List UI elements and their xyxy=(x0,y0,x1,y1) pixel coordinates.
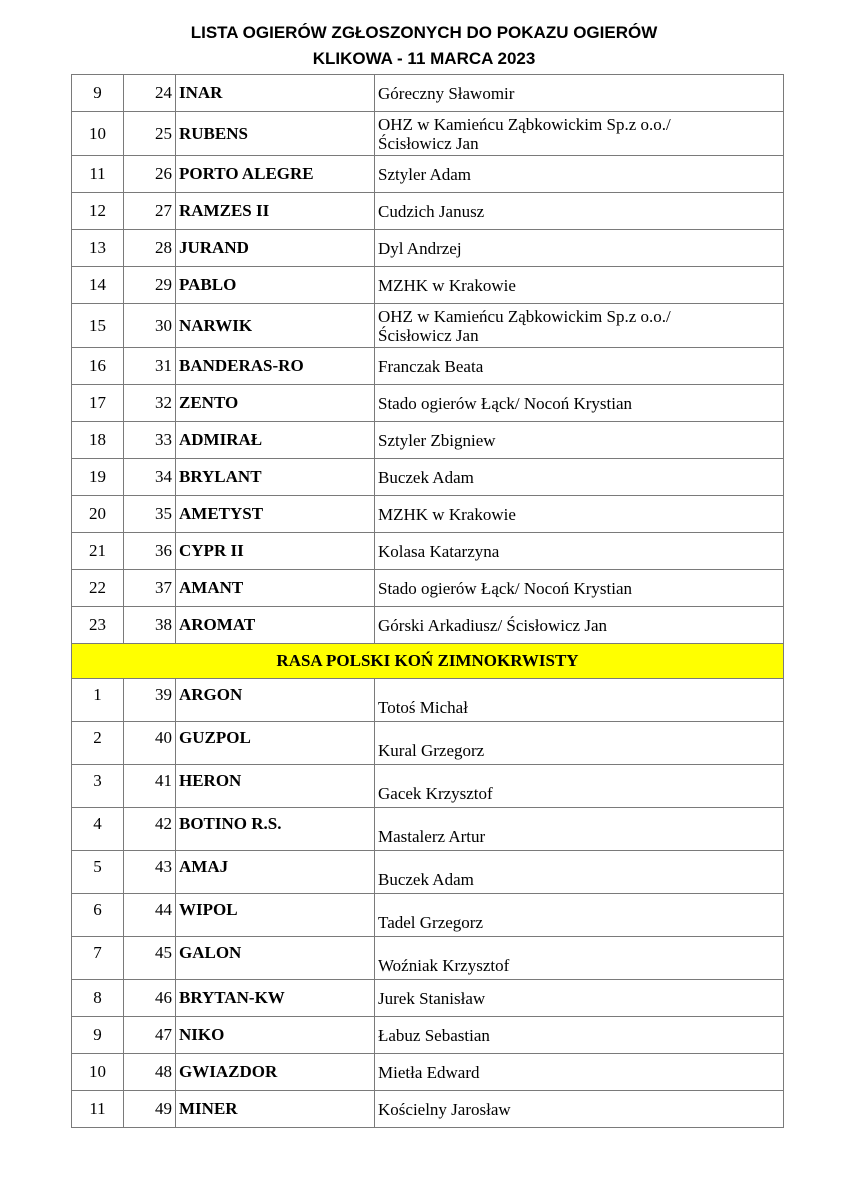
owner xyxy=(375,980,784,1017)
owner xyxy=(375,112,784,156)
table-row xyxy=(72,894,784,937)
owner-line: Dyl Andrzej xyxy=(378,238,462,258)
owner-line: Buczek Adam xyxy=(378,870,474,889)
owner xyxy=(375,570,784,607)
owner-line: Jurek Stanisław xyxy=(378,988,486,1008)
table-row xyxy=(72,1091,784,1128)
owner-line: Tadel Grzegorz xyxy=(378,913,483,932)
row-number: 15 xyxy=(72,304,124,348)
owner xyxy=(375,230,784,267)
stallion-name: ARGON xyxy=(176,679,375,722)
stallion-name: JURAND xyxy=(176,230,375,267)
section-header-row xyxy=(72,644,784,679)
row-number: 4 xyxy=(72,808,124,851)
table-row xyxy=(72,851,784,894)
stallion-name: NARWIK xyxy=(176,304,375,348)
owner-line: Buczek Adam xyxy=(378,467,474,487)
stallion-name: AMANT xyxy=(176,570,375,607)
catalog-number: 42 xyxy=(124,808,176,851)
stallion-name: HERON xyxy=(176,765,375,808)
row-number: 10 xyxy=(72,1054,124,1091)
stallion-name: MINER xyxy=(176,1091,375,1128)
owner xyxy=(375,385,784,422)
owner xyxy=(375,156,784,193)
table-row xyxy=(72,765,784,808)
table-row xyxy=(72,193,784,230)
stallion-name: BRYLANT xyxy=(176,459,375,496)
row-number: 16 xyxy=(72,348,124,385)
table-row xyxy=(72,348,784,385)
table-row xyxy=(72,679,784,722)
catalog-number: 26 xyxy=(124,156,176,193)
table-row xyxy=(72,937,784,980)
owner xyxy=(375,496,784,533)
owner-line: Mastalerz Artur xyxy=(378,827,486,846)
owner xyxy=(375,851,784,894)
owner-line: Woźniak Krzysztof xyxy=(378,956,510,975)
owner xyxy=(375,267,784,304)
catalog-number: 33 xyxy=(124,422,176,459)
owner-line: Franczak Beata xyxy=(378,356,484,376)
catalog-number: 44 xyxy=(124,894,176,937)
stallion-name: AROMAT xyxy=(176,607,375,644)
stallion-name: BRYTAN-KW xyxy=(176,980,375,1017)
catalog-number: 35 xyxy=(124,496,176,533)
stallion-name: ADMIRAŁ xyxy=(176,422,375,459)
owner xyxy=(375,193,784,230)
row-number: 7 xyxy=(72,937,124,980)
row-number: 14 xyxy=(72,267,124,304)
catalog-number: 49 xyxy=(124,1091,176,1128)
stallion-name: PABLO xyxy=(176,267,375,304)
stallion-name: AMETYST xyxy=(176,496,375,533)
section-header: RASA POLSKI KOŃ ZIMNOKRWISTY xyxy=(72,644,784,679)
table-row xyxy=(72,533,784,570)
table-row xyxy=(72,607,784,644)
document-title: LISTA OGIERÓW ZGŁOSZONYCH DO POKAZU OGIERÓW xyxy=(190,23,658,42)
owner xyxy=(375,808,784,851)
owner-line: Góreczny Sławomir xyxy=(378,83,515,103)
stallion-name: GALON xyxy=(176,937,375,980)
owner xyxy=(375,1091,784,1128)
owner xyxy=(375,533,784,570)
row-number: 22 xyxy=(72,570,124,607)
catalog-number: 41 xyxy=(124,765,176,808)
catalog-number: 24 xyxy=(124,75,176,112)
owner xyxy=(375,422,784,459)
owner xyxy=(375,765,784,808)
owner xyxy=(375,894,784,937)
table-row xyxy=(72,385,784,422)
row-number: 8 xyxy=(72,980,124,1017)
stallion-name: INAR xyxy=(176,75,375,112)
table-row xyxy=(72,496,784,533)
owner-line: MZHK w Krakowie xyxy=(378,275,516,295)
owner-line: Cudzich Janusz xyxy=(378,201,485,221)
row-number: 11 xyxy=(72,156,124,193)
row-number: 3 xyxy=(72,765,124,808)
owner-line: OHZ w Kamieńcu Ząbkowickim Sp.z o.o./ xyxy=(378,114,671,134)
owner-line: Sztyler Adam xyxy=(378,164,472,184)
catalog-number: 27 xyxy=(124,193,176,230)
stallion-name: PORTO ALEGRE xyxy=(176,156,375,193)
owner-line: Gacek Krzysztof xyxy=(378,784,493,803)
catalog-number: 25 xyxy=(124,112,176,156)
stallion-name: ZENTO xyxy=(176,385,375,422)
row-number: 9 xyxy=(72,1017,124,1054)
table-row xyxy=(72,722,784,765)
table-row xyxy=(72,112,784,156)
stallion-table xyxy=(71,74,784,1128)
row-number: 18 xyxy=(72,422,124,459)
catalog-number: 38 xyxy=(124,607,176,644)
row-number: 17 xyxy=(72,385,124,422)
catalog-number: 48 xyxy=(124,1054,176,1091)
catalog-number: 32 xyxy=(124,385,176,422)
table-row xyxy=(72,570,784,607)
stallion-name: CYPR II xyxy=(176,533,375,570)
row-number: 20 xyxy=(72,496,124,533)
row-number: 12 xyxy=(72,193,124,230)
table-row xyxy=(72,1017,784,1054)
owner-line: Totoś Michał xyxy=(378,698,468,717)
owner xyxy=(375,348,784,385)
row-number: 13 xyxy=(72,230,124,267)
owner-line: Kościelny Jarosław xyxy=(378,1099,511,1119)
owner xyxy=(375,75,784,112)
row-number: 9 xyxy=(72,75,124,112)
stallion-name: RAMZES II xyxy=(176,193,375,230)
row-number: 23 xyxy=(72,607,124,644)
catalog-number: 29 xyxy=(124,267,176,304)
catalog-number: 47 xyxy=(124,1017,176,1054)
owner-line: MZHK w Krakowie xyxy=(378,504,516,524)
owner-line: Mietła Edward xyxy=(378,1062,480,1082)
stallion-name: AMAJ xyxy=(176,851,375,894)
row-number: 5 xyxy=(72,851,124,894)
owner xyxy=(375,1017,784,1054)
table-row xyxy=(72,230,784,267)
row-number: 10 xyxy=(72,112,124,156)
row-number: 1 xyxy=(72,679,124,722)
owner-line: Stado ogierów Łąck/ Nocoń Krystian xyxy=(378,393,632,413)
table-row xyxy=(72,156,784,193)
stallion-name: GUZPOL xyxy=(176,722,375,765)
row-number: 21 xyxy=(72,533,124,570)
catalog-number: 30 xyxy=(124,304,176,348)
catalog-number: 45 xyxy=(124,937,176,980)
owner xyxy=(375,679,784,722)
row-number: 2 xyxy=(72,722,124,765)
catalog-number: 36 xyxy=(124,533,176,570)
owner-line: Sztyler Zbigniew xyxy=(378,430,496,450)
owner-line: Kural Grzegorz xyxy=(378,741,485,760)
table-row xyxy=(72,75,784,112)
stallion-name: NIKO xyxy=(176,1017,375,1054)
stallion-name: GWIAZDOR xyxy=(176,1054,375,1091)
owner xyxy=(375,937,784,980)
owner-line: OHZ w Kamieńcu Ząbkowickim Sp.z o.o./ xyxy=(378,306,671,326)
owner-line: Ścisłowicz Jan xyxy=(378,133,479,153)
table-row xyxy=(72,267,784,304)
table-row xyxy=(72,980,784,1017)
owner xyxy=(375,607,784,644)
table-row xyxy=(72,808,784,851)
catalog-number: 43 xyxy=(124,851,176,894)
stallion-name: BANDERAS-RO xyxy=(176,348,375,385)
row-number: 6 xyxy=(72,894,124,937)
table-row xyxy=(72,459,784,496)
table-row xyxy=(72,304,784,348)
row-number: 19 xyxy=(72,459,124,496)
owner xyxy=(375,304,784,348)
row-number: 11 xyxy=(72,1091,124,1128)
owner-line: Łabuz Sebastian xyxy=(378,1025,490,1045)
document-subtitle: KLIKOWA - 11 MARCA 2023 xyxy=(312,49,536,68)
table-row xyxy=(72,1054,784,1091)
catalog-number: 34 xyxy=(124,459,176,496)
owner xyxy=(375,1054,784,1091)
catalog-number: 37 xyxy=(124,570,176,607)
stallion-name: WIPOL xyxy=(176,894,375,937)
catalog-number: 31 xyxy=(124,348,176,385)
owner xyxy=(375,722,784,765)
catalog-number: 46 xyxy=(124,980,176,1017)
stallion-name: BOTINO R.S. xyxy=(176,808,375,851)
owner xyxy=(375,459,784,496)
owner-line: Kolasa Katarzyna xyxy=(378,541,500,561)
catalog-number: 40 xyxy=(124,722,176,765)
table-row xyxy=(72,422,784,459)
owner-line: Ścisłowicz Jan xyxy=(378,325,479,345)
owner-line: Górski Arkadiusz/ Ścisłowicz Jan xyxy=(378,615,607,635)
stallion-name: RUBENS xyxy=(176,112,375,156)
owner-line: Stado ogierów Łąck/ Nocoń Krystian xyxy=(378,578,632,598)
catalog-number: 28 xyxy=(124,230,176,267)
catalog-number: 39 xyxy=(124,679,176,722)
